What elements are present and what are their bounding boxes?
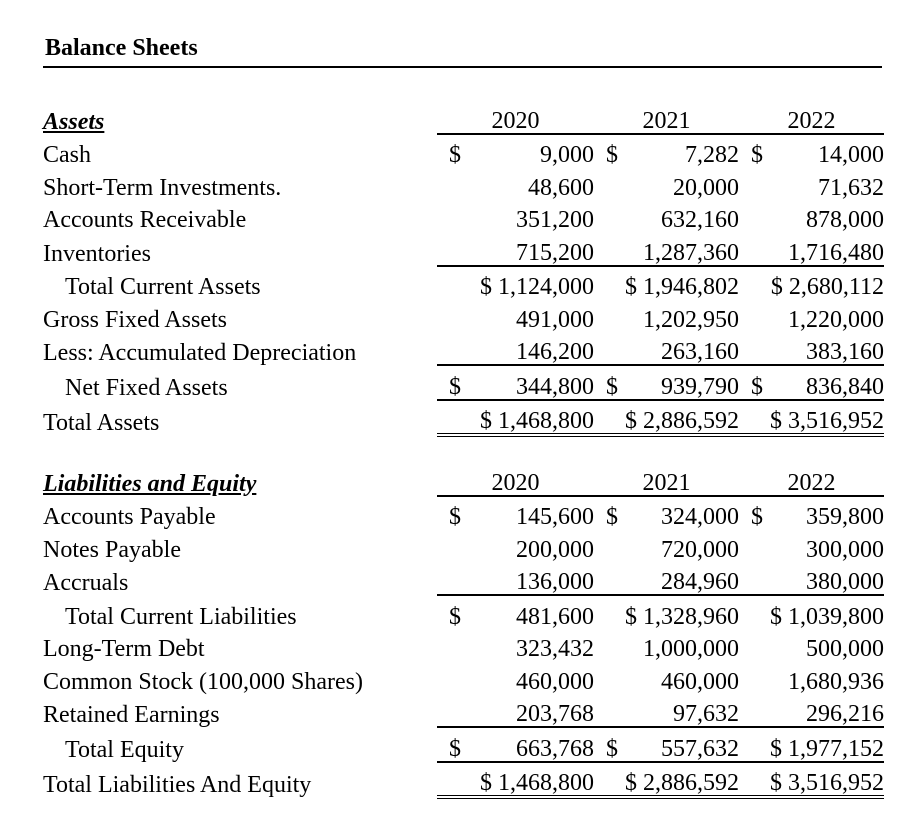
cell-value: 300,000 bbox=[806, 536, 884, 563]
cell-value: 1,287,360 bbox=[594, 232, 739, 266]
cell-value: $ 2,886,592 bbox=[594, 762, 739, 798]
table-row bbox=[43, 661, 884, 694]
cell-value: 48,600 bbox=[528, 174, 594, 201]
cell-value: 1,220,000 bbox=[788, 306, 884, 333]
table-row bbox=[43, 365, 884, 400]
cell-value: 203,768 bbox=[437, 694, 594, 728]
cell-value: 460,000 bbox=[516, 668, 594, 695]
cell-value: 380,000 bbox=[739, 562, 884, 596]
cell-value: 491,000 bbox=[516, 306, 594, 333]
row-label: Common Stock (100,000 Shares) bbox=[43, 668, 363, 695]
row-label: Retained Earnings bbox=[43, 702, 220, 728]
row-label: Short-Term Investments. bbox=[43, 174, 282, 201]
cell-value: 324,000 bbox=[661, 504, 739, 530]
cell-value: $ 1,946,802 bbox=[625, 274, 739, 300]
cell-value: 1,680,936 bbox=[788, 668, 884, 695]
table-row bbox=[43, 762, 884, 798]
cell-value: 20,000 bbox=[673, 174, 739, 201]
cell-value: 1,000,000 bbox=[643, 636, 739, 662]
cell-value: 500,000 bbox=[806, 636, 884, 662]
row-label: Total Equity bbox=[65, 736, 184, 763]
dollar-sign: $ bbox=[751, 142, 763, 168]
row-label: Notes Payable bbox=[43, 536, 181, 563]
cell-value: 836,840 bbox=[806, 373, 884, 400]
cell-value: 296,216 bbox=[739, 694, 884, 728]
cell-value: 383,160 bbox=[739, 332, 884, 366]
cell-value: 460,000 bbox=[661, 668, 739, 695]
dollar-sign: $ bbox=[449, 603, 461, 630]
dollar-sign: $ bbox=[449, 373, 461, 400]
cell-value: $ 1,977,152 bbox=[739, 727, 884, 762]
row-label: Accounts Receivable bbox=[43, 207, 247, 233]
table-row bbox=[43, 232, 884, 266]
dollar-sign: $ bbox=[606, 735, 618, 762]
cell-value: 146,200 bbox=[437, 332, 594, 366]
dollar-sign: $ bbox=[606, 142, 618, 168]
assets-header-row bbox=[43, 100, 884, 134]
cell-value: 71,632 bbox=[818, 174, 884, 201]
year-2021: 2021 bbox=[594, 100, 739, 134]
row-label: Total Assets bbox=[43, 410, 160, 436]
assets-table bbox=[43, 100, 884, 437]
cell-value: 632,160 bbox=[661, 207, 739, 233]
cell-value: 284,960 bbox=[594, 562, 739, 596]
cell-value: 1,716,480 bbox=[739, 232, 884, 266]
cell-value: 97,632 bbox=[594, 694, 739, 728]
table-row bbox=[43, 167, 884, 200]
cell-value: 351,200 bbox=[516, 207, 594, 233]
cell-value: 359,800 bbox=[806, 504, 884, 530]
cell-value: 720,000 bbox=[661, 536, 739, 563]
row-label: Total Liabilities And Equity bbox=[43, 772, 312, 798]
cell-value: $ 2,886,592 bbox=[594, 400, 739, 436]
cell-value: 481,600 bbox=[516, 603, 594, 630]
cell-value: 1,202,950 bbox=[643, 306, 739, 333]
table-row bbox=[43, 529, 884, 562]
table-row bbox=[43, 134, 884, 168]
year-2020: 2020 bbox=[437, 100, 594, 134]
table-row bbox=[43, 727, 884, 762]
cell-value: 663,768 bbox=[516, 735, 594, 762]
row-label: Gross Fixed Assets bbox=[43, 306, 228, 333]
row-label: Total Current Liabilities bbox=[65, 603, 297, 630]
cell-value: $ 3,516,952 bbox=[739, 762, 884, 798]
year-2020: 2020 bbox=[437, 462, 594, 496]
cell-value: 200,000 bbox=[516, 536, 594, 563]
dollar-sign: $ bbox=[751, 373, 763, 400]
dollar-sign: $ bbox=[606, 373, 618, 400]
cell-value: $ 1,468,800 bbox=[437, 762, 594, 798]
row-label: Less: Accumulated Depreciation bbox=[43, 340, 357, 366]
cell-value: 263,160 bbox=[594, 332, 739, 366]
cell-value: $ 1,039,800 bbox=[770, 603, 884, 630]
cell-value: $ 3,516,952 bbox=[739, 400, 884, 436]
row-label: Accounts Payable bbox=[43, 504, 216, 530]
row-label: Accruals bbox=[43, 570, 129, 596]
cell-value: 7,282 bbox=[685, 142, 739, 168]
cell-value: 715,200 bbox=[437, 232, 594, 266]
cell-value: $ 1,124,000 bbox=[480, 274, 594, 300]
cell-value: $ 2,680,112 bbox=[770, 274, 884, 300]
title-rule bbox=[43, 66, 882, 68]
cell-value: 14,000 bbox=[818, 142, 884, 168]
table-row bbox=[43, 496, 884, 530]
page-title: Balance Sheets bbox=[45, 35, 198, 61]
row-label: Long-Term Debt bbox=[43, 636, 205, 662]
year-2021: 2021 bbox=[594, 462, 739, 496]
liabilities-header: Liabilities and Equity bbox=[43, 470, 257, 497]
cell-value: 344,800 bbox=[516, 373, 594, 400]
table-row bbox=[43, 332, 884, 366]
dollar-sign: $ bbox=[606, 504, 618, 530]
cell-value: $ 1,328,960 bbox=[625, 603, 739, 630]
table-row bbox=[43, 200, 884, 233]
row-label: Inventories bbox=[43, 240, 151, 267]
cell-value: 145,600 bbox=[516, 504, 594, 530]
cell-value: 939,790 bbox=[661, 373, 739, 400]
dollar-sign: $ bbox=[449, 735, 461, 762]
table-row bbox=[43, 562, 884, 596]
table-row bbox=[43, 266, 884, 300]
liabilities-table bbox=[43, 462, 884, 799]
cell-value: 136,000 bbox=[437, 562, 594, 596]
row-label: Cash bbox=[43, 142, 91, 168]
cell-value: 878,000 bbox=[806, 207, 884, 233]
table-row bbox=[43, 299, 884, 332]
table-row bbox=[43, 595, 884, 629]
dollar-sign: $ bbox=[751, 504, 763, 530]
cell-value: 557,632 bbox=[661, 735, 739, 762]
dollar-sign: $ bbox=[449, 142, 461, 168]
dollar-sign: $ bbox=[449, 504, 461, 530]
row-label: Net Fixed Assets bbox=[65, 374, 228, 401]
cell-value: 323,432 bbox=[516, 636, 594, 662]
liabilities-header-row bbox=[43, 462, 884, 496]
year-2022: 2022 bbox=[739, 462, 884, 496]
table-row bbox=[43, 400, 884, 436]
cell-value: 9,000 bbox=[540, 142, 594, 168]
cell-value: $ 1,468,800 bbox=[437, 400, 594, 436]
table-row bbox=[43, 694, 884, 728]
assets-header: Assets bbox=[43, 108, 105, 135]
year-2022: 2022 bbox=[739, 100, 884, 134]
table-row bbox=[43, 629, 884, 662]
row-label: Total Current Assets bbox=[65, 274, 261, 300]
